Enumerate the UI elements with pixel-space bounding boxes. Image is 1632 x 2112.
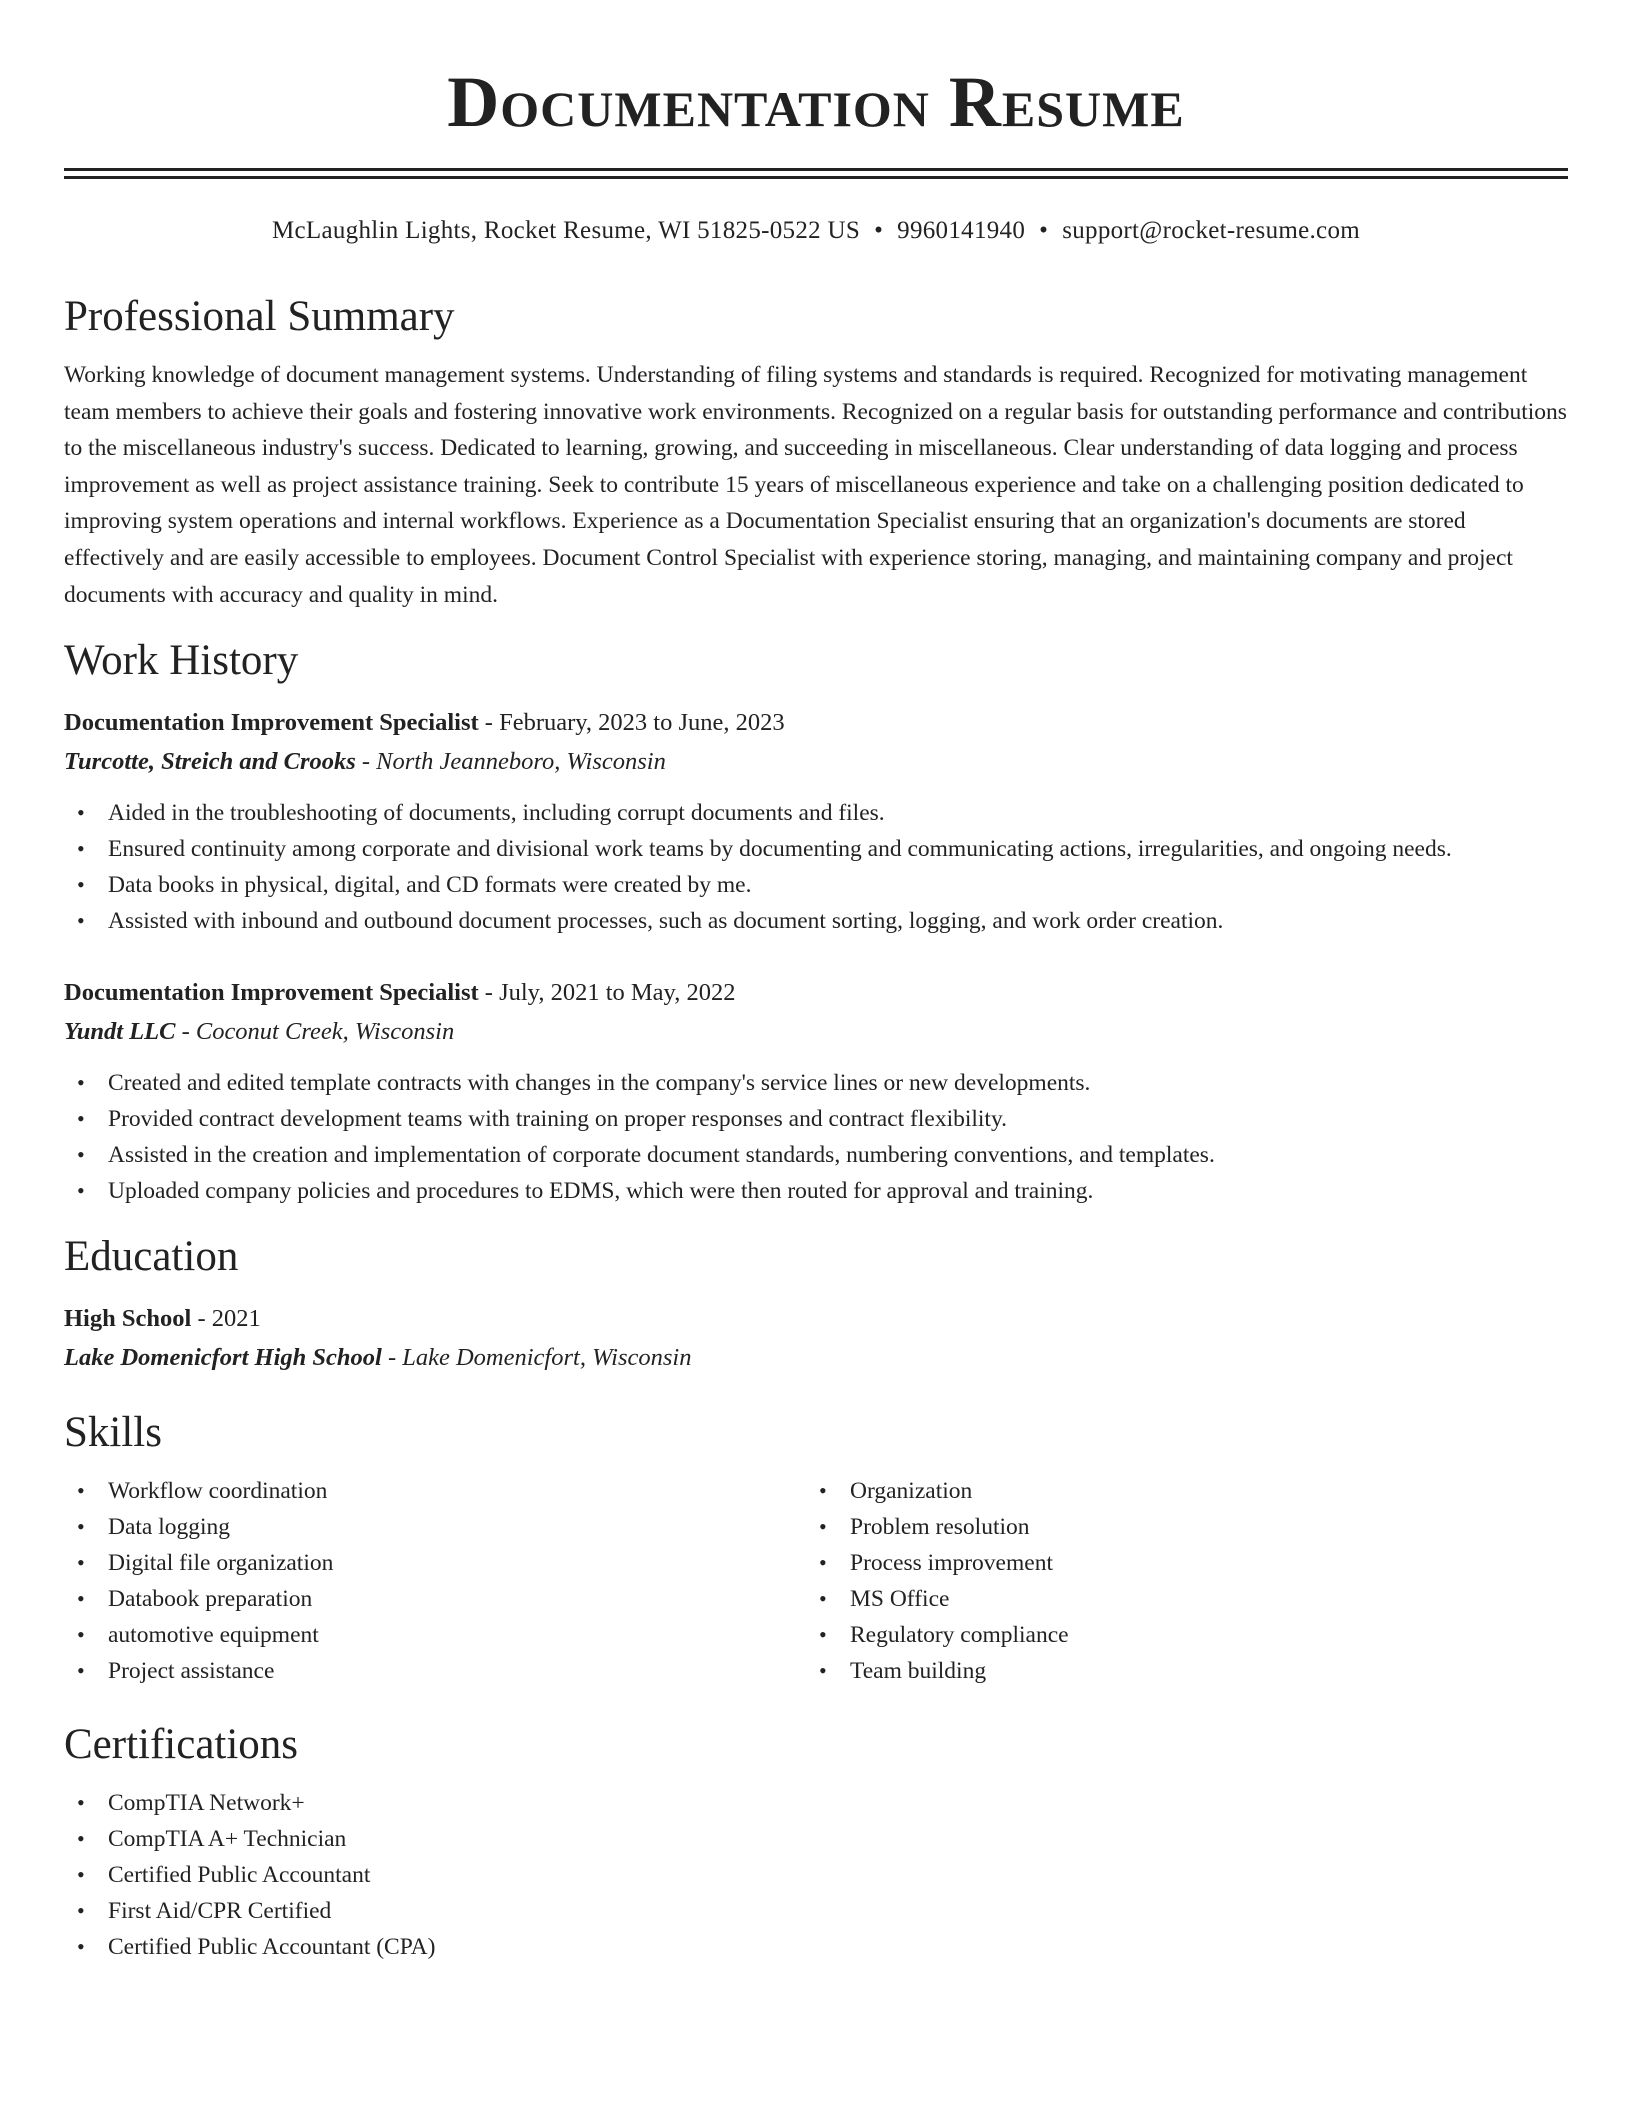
degree-line bbox=[64, 1299, 1568, 1338]
list-item: • Organization bbox=[806, 1473, 1548, 1509]
list-item: • Certified Public Accountant (CPA) bbox=[64, 1929, 1568, 1965]
skills-list-right bbox=[806, 1473, 1548, 1689]
job-title: Documentation Improvement Specialist bbox=[64, 709, 479, 737]
contact-phone: 9960141940 bbox=[897, 217, 1026, 244]
skills-heading: Skills bbox=[64, 1409, 162, 1457]
contact-separator: • bbox=[1039, 217, 1049, 244]
list-item: • First Aid/CPR Certified bbox=[64, 1893, 1568, 1929]
list-item: • Certified Public Accountant bbox=[64, 1857, 1568, 1893]
education-heading: Education bbox=[64, 1233, 239, 1281]
title-divider bbox=[64, 168, 1568, 179]
job-location: - North Jeanneboro, Wisconsin bbox=[355, 748, 666, 776]
job-title: Documentation Improvement Specialist bbox=[64, 979, 479, 1007]
degree: High School bbox=[64, 1305, 192, 1333]
school-line bbox=[64, 1338, 1568, 1377]
job-entry bbox=[64, 703, 1568, 939]
list-item: • Assisted with inbound and outbound document processes, such as document sorting, logging, and work order creation. bbox=[64, 903, 1568, 939]
list-item: • Regulatory compliance bbox=[806, 1617, 1548, 1653]
job-bullets bbox=[64, 1065, 1568, 1209]
graduation-year: - 2021 bbox=[191, 1305, 261, 1333]
list-item: • Workflow coordination bbox=[64, 1473, 806, 1509]
contact-address: McLaughlin Lights, Rocket Resume, WI 51825-0522 US bbox=[271, 217, 861, 244]
certifications-list bbox=[64, 1785, 1568, 1965]
job-entry bbox=[64, 973, 1568, 1209]
school-name: Lake Domenicfort High School bbox=[64, 1344, 382, 1372]
contact-line bbox=[64, 215, 1568, 247]
job-bullets bbox=[64, 795, 1568, 939]
work-history-section bbox=[64, 635, 1568, 1209]
list-item: • CompTIA Network+ bbox=[64, 1785, 1568, 1821]
certifications-heading: Certifications bbox=[64, 1721, 299, 1769]
list-item: • Provided contract development teams with training on proper responses and contract flexibility. bbox=[64, 1101, 1568, 1137]
summary-heading: Professional Summary bbox=[64, 293, 455, 340]
job-title-line bbox=[64, 703, 1568, 742]
list-item: • Digital file organization bbox=[64, 1545, 806, 1581]
contact-separator: • bbox=[874, 217, 884, 244]
employer-line bbox=[64, 742, 1568, 781]
list-item: • Project assistance bbox=[64, 1653, 806, 1689]
skills-list-left bbox=[64, 1473, 806, 1689]
list-item: • Data logging bbox=[64, 1509, 806, 1545]
work-history-heading: Work History bbox=[64, 637, 299, 685]
job-title-line bbox=[64, 973, 1568, 1012]
job-company: Turcotte, Streich and Crooks bbox=[64, 748, 356, 776]
skills-columns bbox=[64, 1473, 1568, 1689]
job-dates: - July, 2021 to May, 2022 bbox=[478, 979, 736, 1007]
summary-text: Working knowledge of document management systems. Understanding of filing systems and standards is required. Recognized for motivating management team members to achieve their goals and fostering innovative work environments. Recognized on a regular basis for outstanding performance and contributions to the miscellaneous industry's success. Dedicated to learning, growing, and succeeding in miscellaneous. Clear understanding of data logging and process improvement as well as project assistance training. Seek to contribute 15 years of miscellaneous experience and take on a challenging position dedicated to improving system operations and internal workflows. Experience as a Documentation Specialist ensuring that an organization's documents are stored effectively and are easily accessible to employees. Document Control Specialist with experience storing, managing, and maintaining company and project documents with accuracy and quality in mind. bbox=[64, 362, 1567, 608]
list-item: • Uploaded company policies and procedures to EDMS, which were then routed for approval and training. bbox=[64, 1173, 1568, 1209]
resume-title: Documentation Resume bbox=[447, 62, 1185, 142]
list-item: • Created and edited template contracts with changes in the company's service lines or new developments. bbox=[64, 1065, 1568, 1101]
education-entry bbox=[64, 1299, 1568, 1377]
list-item: • Aided in the troubleshooting of documents, including corrupt documents and files. bbox=[64, 795, 1568, 831]
list-item: • Ensured continuity among corporate and divisional work teams by documenting and communicating actions, irregularities, and ongoing needs. bbox=[64, 831, 1568, 867]
education-section bbox=[64, 1231, 1568, 1377]
list-item: • Assisted in the creation and implementation of corporate document standards, numbering conventions, and templates. bbox=[64, 1137, 1568, 1173]
skills-section bbox=[64, 1407, 1568, 1689]
list-item: • Process improvement bbox=[806, 1545, 1548, 1581]
job-dates: - February, 2023 to June, 2023 bbox=[478, 709, 785, 737]
contact-email: support@rocket-resume.com bbox=[1062, 217, 1360, 244]
list-item: • Data books in physical, digital, and CD formats were created by me. bbox=[64, 867, 1568, 903]
list-item: • Problem resolution bbox=[806, 1509, 1548, 1545]
job-company: Yundt LLC bbox=[64, 1018, 176, 1046]
employer-line bbox=[64, 1012, 1568, 1051]
job-location: - Coconut Creek, Wisconsin bbox=[175, 1018, 455, 1046]
list-item: • Team building bbox=[806, 1653, 1548, 1689]
certifications-section bbox=[64, 1719, 1568, 1965]
resume-page bbox=[64, 0, 1568, 1965]
school-location: - Lake Domenicfort, Wisconsin bbox=[381, 1344, 692, 1372]
summary-section bbox=[64, 291, 1568, 613]
list-item: • MS Office bbox=[806, 1581, 1548, 1617]
list-item: • CompTIA A+ Technician bbox=[64, 1821, 1568, 1857]
list-item: • automotive equipment bbox=[64, 1617, 806, 1653]
list-item: • Databook preparation bbox=[64, 1581, 806, 1617]
